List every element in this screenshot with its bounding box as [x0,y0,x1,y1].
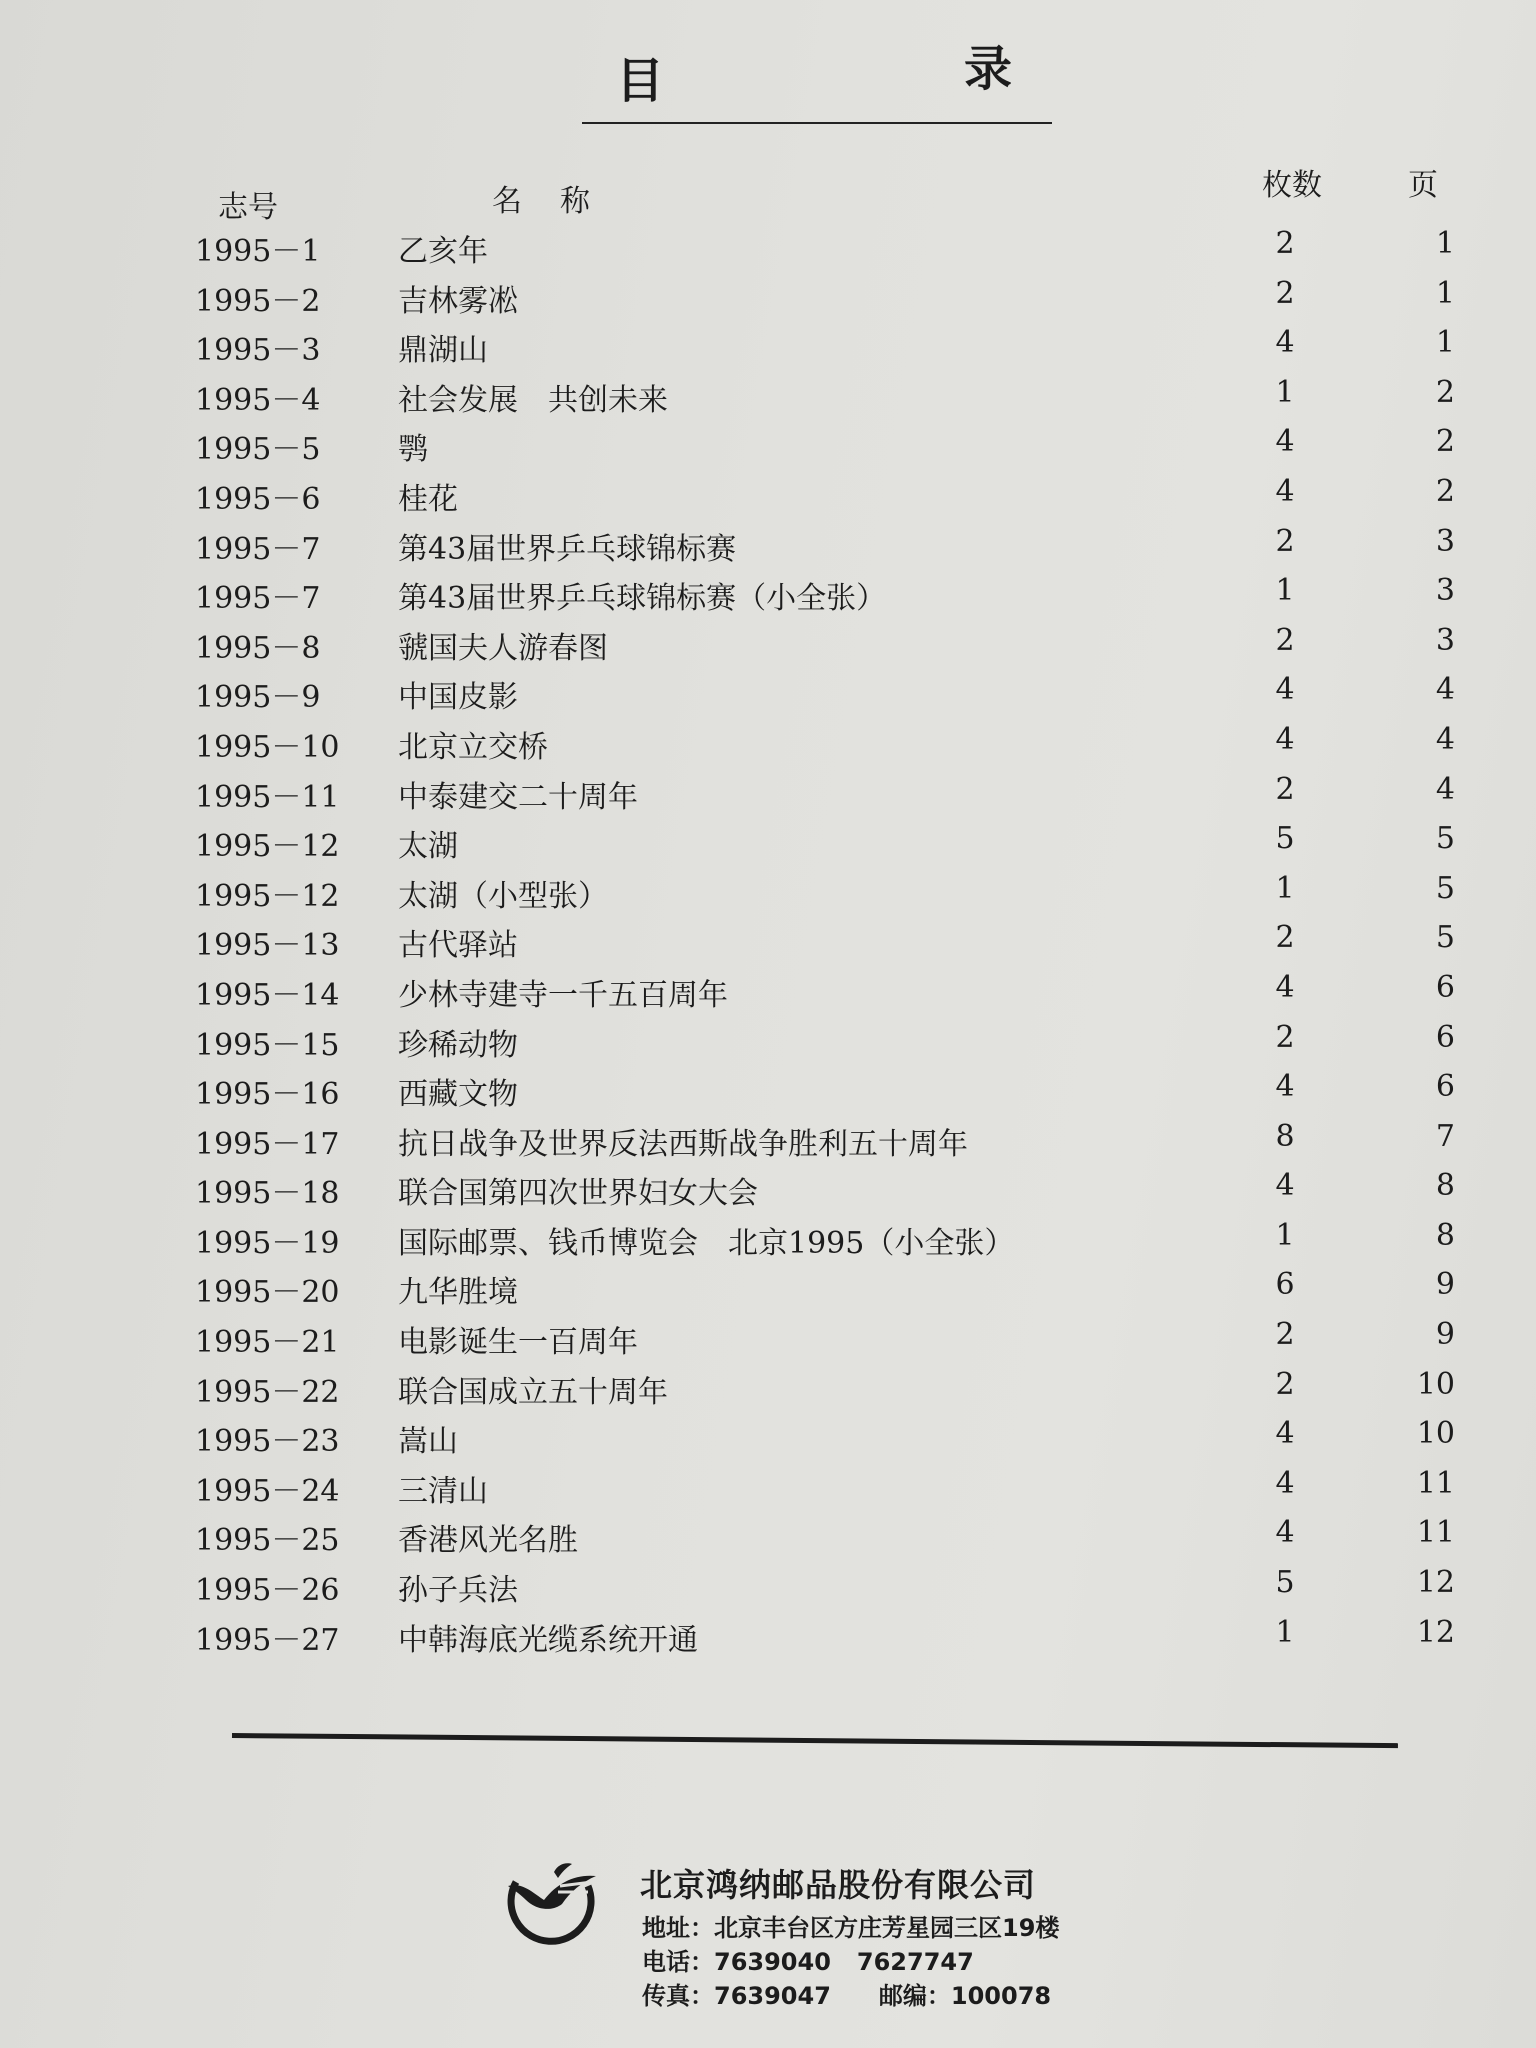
row-count: 2 [1275,275,1295,311]
row-page: 5 [1435,821,1455,857]
row-count: 2 [1275,622,1295,658]
row-code: 1995－4 [195,382,321,418]
row-count: 5 [1275,821,1295,857]
row-page: 4 [1435,721,1455,757]
row-code: 1995－11 [195,779,340,815]
row-code: 1995－12 [195,878,340,914]
table-row [0,474,1536,524]
row-code: 1995－20 [195,1275,340,1311]
row-name: 西藏文物 [398,1077,518,1113]
row-count: 4 [1275,1168,1295,1204]
row-page: 5 [1435,870,1455,906]
table-row [0,1119,1536,1169]
row-count: 1 [1275,1217,1295,1253]
row-count: 1 [1275,870,1295,906]
row-count: 4 [1275,672,1295,708]
row-code: 1995－16 [195,1077,340,1113]
row-page: 4 [1435,672,1455,708]
table-row [0,1267,1536,1317]
row-name: 乙亥年 [398,234,488,269]
table-row [0,1168,1536,1218]
row-count: 4 [1275,424,1295,460]
table-row [0,871,1536,921]
table-row [0,970,1536,1020]
row-name: 第43届世界乒乓球锦标赛 [398,531,737,567]
row-name: 孙子兵法 [398,1573,518,1609]
header-code: 志号 [218,190,278,225]
row-name: 珍稀动物 [398,1027,518,1063]
row-name: 社会发展 共创未来 [398,382,668,418]
row-code: 1995－14 [195,977,340,1013]
page-title [580,38,1060,118]
row-code: 1995－25 [195,1523,340,1559]
row-page: 8 [1435,1168,1455,1204]
table-row [0,1069,1536,1119]
row-name: 中泰建交二十周年 [398,779,638,815]
row-name: 鼎湖山 [398,333,488,369]
table-row [0,375,1536,425]
row-count: 2 [1275,1317,1295,1353]
table-row [0,524,1536,574]
row-page: 2 [1435,424,1455,460]
row-page: 3 [1435,573,1455,609]
row-count: 2 [1275,1366,1295,1402]
row-name: 第43届世界乒乓球锦标赛（小全张） [398,581,887,617]
row-name: 联合国成立五十周年 [398,1374,668,1410]
row-code: 1995－18 [195,1176,340,1212]
postcode: 邮编：100078 [878,1982,1052,2010]
row-code: 1995－12 [195,829,340,865]
row-count: 4 [1275,1069,1295,1105]
row-name: 桂花 [398,481,458,517]
row-name: 太湖 [398,829,458,865]
row-code: 1995－1 [195,234,321,269]
row-name: 鹗 [398,432,428,468]
row-page: 11 [1416,1515,1455,1551]
contents-list [0,226,1536,1664]
row-code: 1995－5 [195,432,321,468]
row-page: 7 [1435,1118,1455,1154]
row-name: 香港风光名胜 [398,1523,578,1559]
row-name: 电影诞生一百周年 [398,1325,638,1361]
row-page: 9 [1435,1317,1455,1353]
row-name: 国际邮票、钱币博览会 北京1995（小全张） [398,1225,1015,1261]
row-code: 1995－26 [195,1573,340,1609]
row-code: 1995－3 [195,333,321,369]
row-count: 1 [1275,1614,1295,1650]
bird-logo-icon [496,1842,602,1948]
row-count: 1 [1275,573,1295,609]
table-row [0,1317,1536,1367]
row-count: 2 [1275,523,1295,559]
row-name: 三清山 [398,1473,488,1509]
row-page: 4 [1435,771,1455,807]
row-name: 嵩山 [398,1424,458,1460]
table-row [0,821,1536,871]
phone-primary: 电话：7639040 [642,1948,831,1976]
row-count: 8 [1275,1118,1295,1154]
table-row [0,1466,1536,1516]
row-code: 1995－10 [195,729,340,765]
row-page: 10 [1416,1366,1455,1402]
row-count: 2 [1275,920,1295,956]
row-name: 北京立交桥 [398,729,548,765]
bottom-divider [232,1733,1398,1748]
row-count: 4 [1275,721,1295,757]
row-code: 1995－23 [195,1424,340,1460]
row-page: 6 [1435,969,1455,1005]
phone-secondary: 7627747 [856,1948,974,1976]
table-row [0,623,1536,673]
table-row [0,672,1536,722]
row-count: 4 [1275,1465,1295,1501]
row-count: 4 [1275,1416,1295,1452]
row-code: 1995－22 [195,1374,340,1410]
table-row [0,325,1536,375]
header-name: 名称 [492,184,628,219]
table-row [0,573,1536,623]
row-name: 联合国第四次世界妇女大会 [398,1176,758,1212]
row-page: 3 [1435,622,1455,658]
row-count: 2 [1275,771,1295,807]
row-count: 4 [1275,473,1295,509]
table-row [0,1218,1536,1268]
row-code: 1995－8 [195,630,321,666]
row-code: 1995－7 [195,581,321,617]
row-count: 5 [1275,1565,1295,1601]
row-code: 1995－24 [195,1473,340,1509]
row-count: 4 [1275,1515,1295,1551]
row-code: 1995－19 [195,1225,340,1261]
header-page: 页 [1408,168,1438,203]
row-page: 11 [1416,1465,1455,1501]
row-page: 5 [1435,920,1455,956]
header-count: 枚数 [1262,168,1322,203]
row-page: 9 [1435,1267,1455,1303]
company-phone [642,1942,974,1977]
title-char-1: 目 [616,53,665,109]
row-page: 1 [1435,275,1455,311]
row-code: 1995－13 [195,928,340,964]
table-row [0,1416,1536,1466]
row-code: 1995－7 [195,531,321,567]
row-code: 1995－15 [195,1027,340,1063]
row-name: 太湖（小型张） [398,878,608,914]
row-code: 1995－2 [195,283,321,319]
table-row [0,1565,1536,1615]
row-page: 1 [1435,325,1455,361]
row-page: 3 [1435,523,1455,559]
row-count: 4 [1275,969,1295,1005]
title-underline [582,122,1052,124]
row-code: 1995－17 [195,1126,340,1162]
table-row [0,722,1536,772]
fax-number: 传真：7639047 [642,1982,831,2010]
row-code: 1995－21 [195,1325,340,1361]
row-name: 中韩海底光缆系统开通 [398,1622,698,1658]
company-address: 地址：北京丰台区方庄芳星园三区19楼 [642,1914,1060,1942]
row-name: 古代驿站 [398,928,518,964]
table-row [0,1020,1536,1070]
company-name: 北京鸿纳邮品股份有限公司 [640,1866,1037,1904]
row-count: 1 [1275,374,1295,410]
row-page: 12 [1416,1565,1455,1601]
title-char-2: 录 [964,41,1013,97]
row-count: 6 [1275,1267,1295,1303]
row-name: 吉林雾凇 [398,283,518,319]
table-row [0,226,1536,276]
table-row [0,1367,1536,1417]
table-row [0,424,1536,474]
row-name: 九华胜境 [398,1275,518,1311]
row-count: 2 [1275,1019,1295,1055]
row-page: 8 [1435,1217,1455,1253]
row-page: 12 [1416,1614,1455,1650]
row-code: 1995－9 [195,680,321,716]
table-row [0,920,1536,970]
row-code: 1995－6 [195,481,321,517]
row-page: 1 [1435,226,1455,261]
row-name: 虢国夫人游春图 [398,630,608,666]
company-fax [642,1976,1051,2011]
table-row [0,1515,1536,1565]
row-name: 抗日战争及世界反法西斯战争胜利五十周年 [398,1126,968,1162]
row-page: 10 [1416,1416,1455,1452]
row-page: 2 [1435,473,1455,509]
row-name: 中国皮影 [398,680,518,716]
table-row [0,1615,1536,1665]
row-code: 1995－27 [195,1622,340,1658]
row-name: 少林寺建寺一千五百周年 [398,977,728,1013]
row-page: 6 [1435,1019,1455,1055]
table-row [0,276,1536,326]
row-page: 6 [1435,1069,1455,1105]
row-page: 2 [1435,374,1455,410]
row-count: 4 [1275,325,1295,361]
table-row [0,772,1536,822]
row-count: 2 [1275,226,1295,261]
